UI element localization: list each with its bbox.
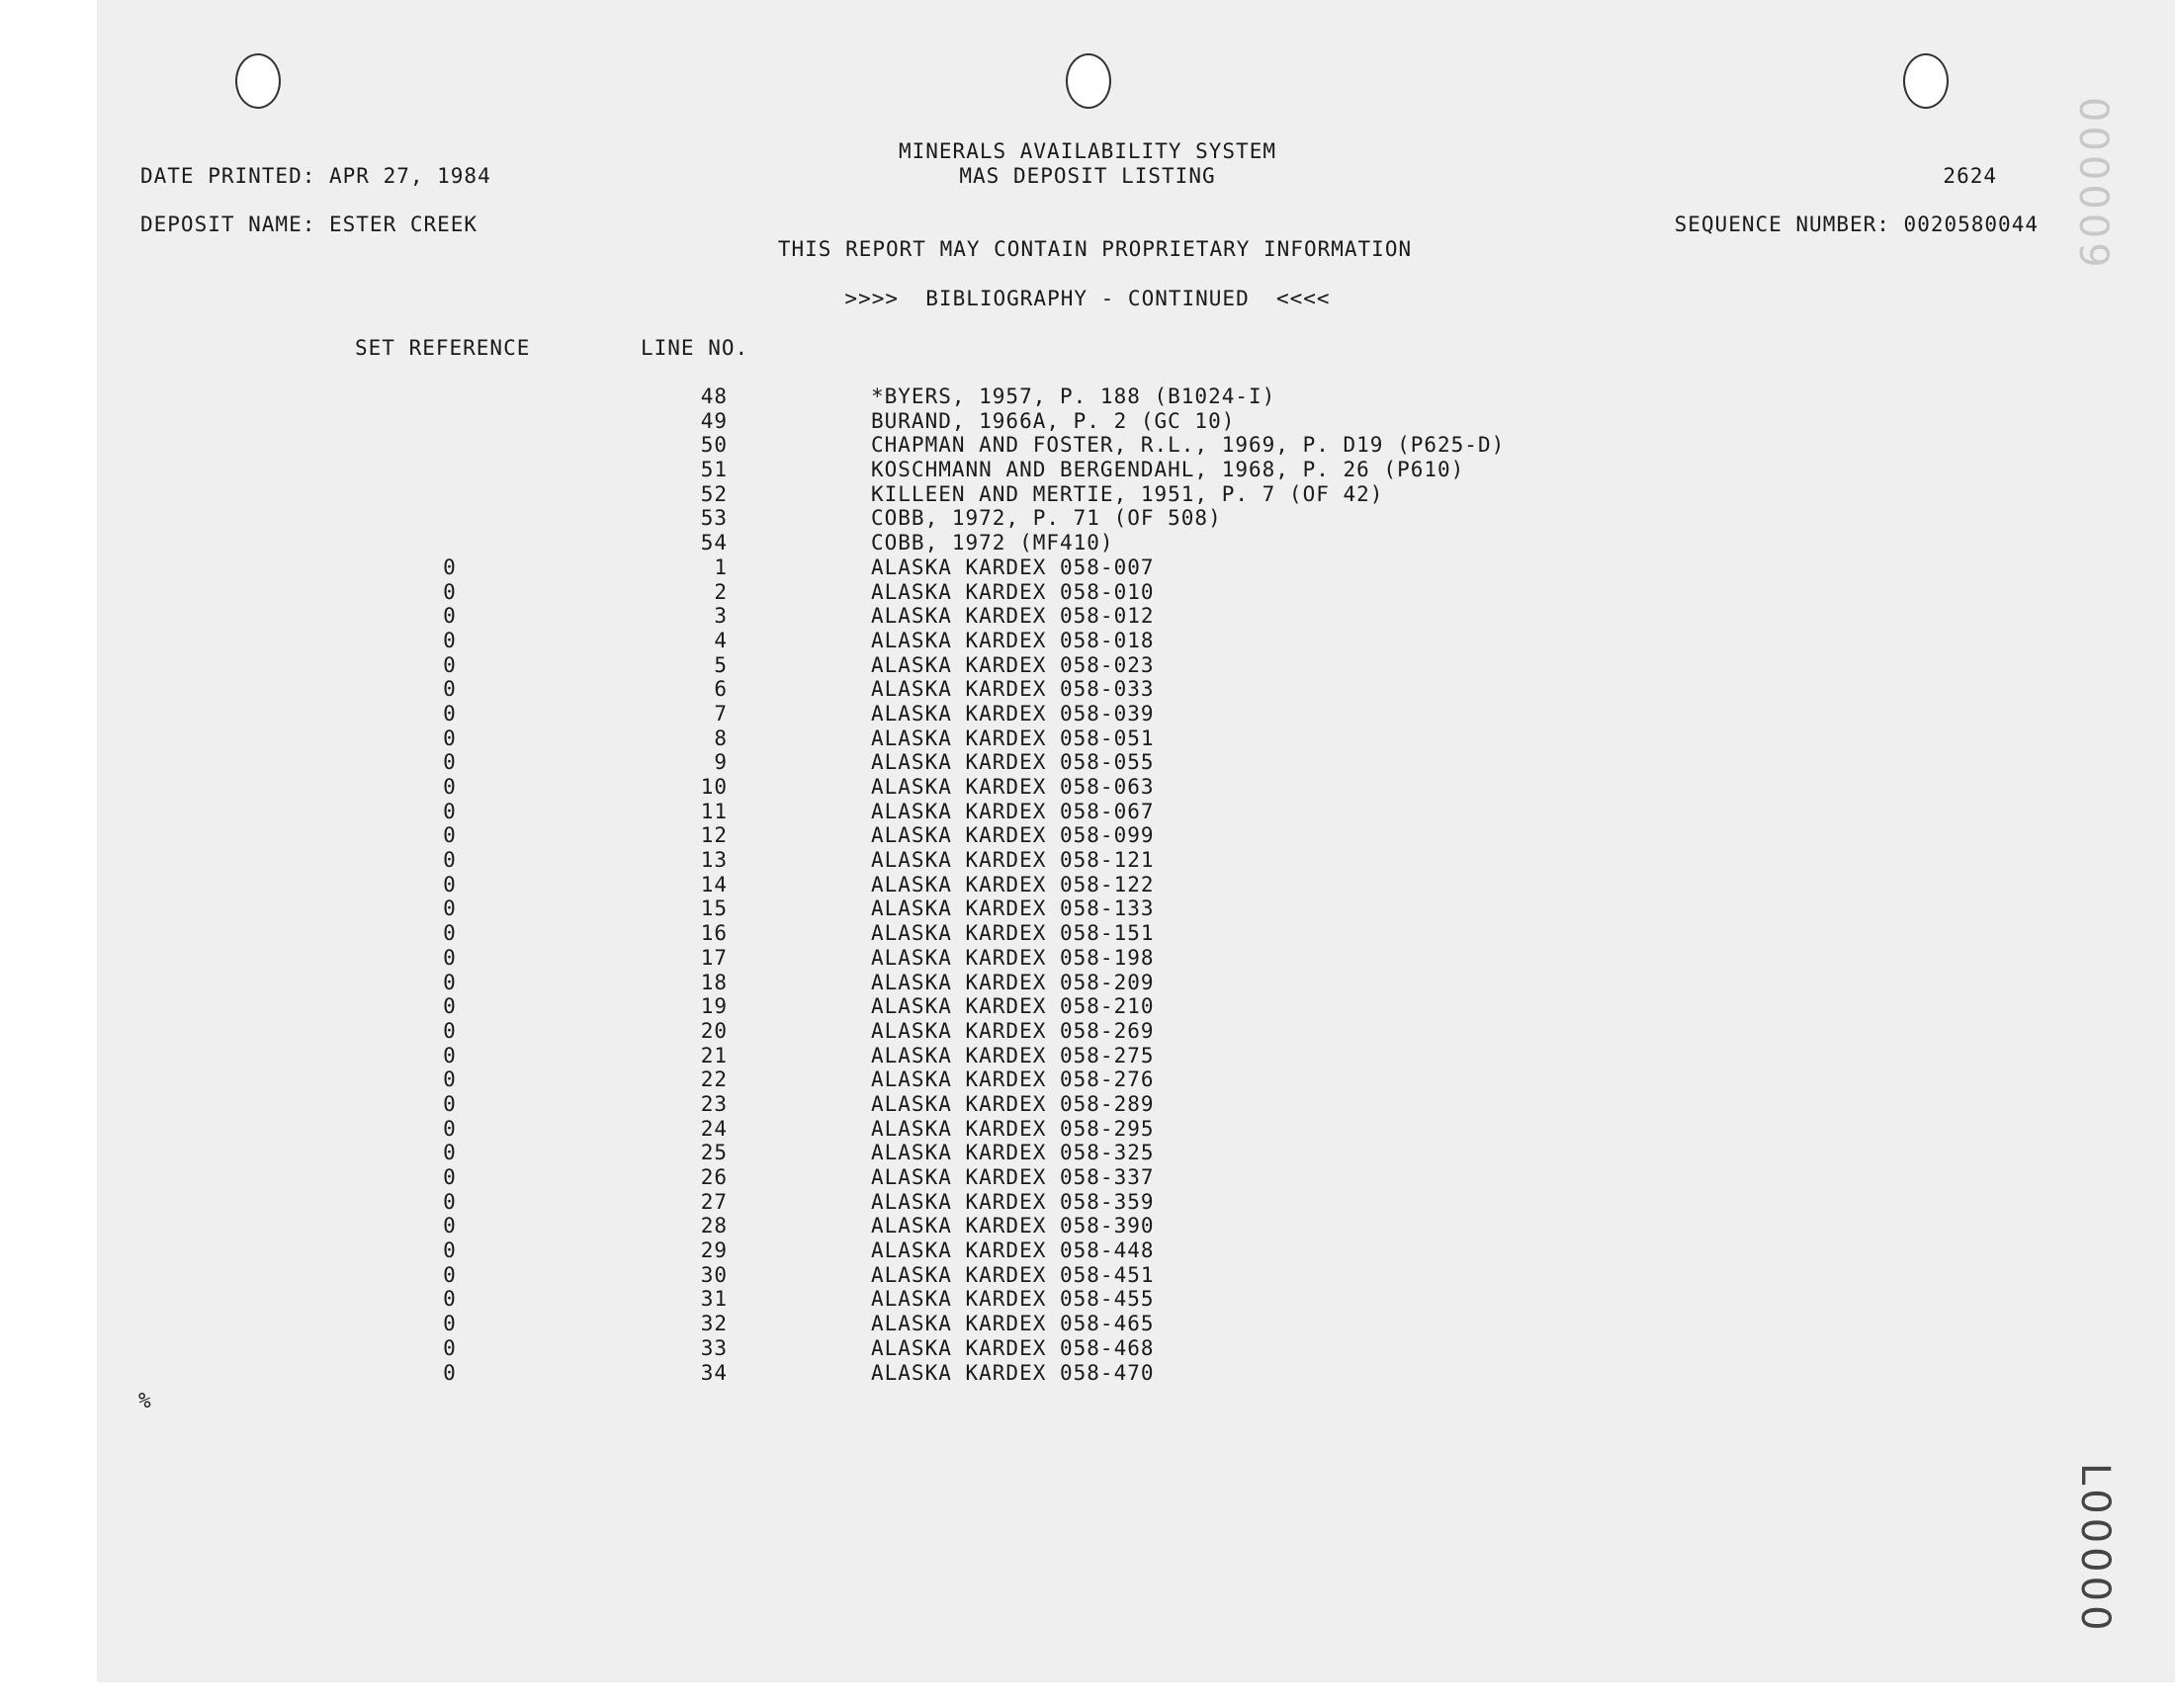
citation-cell: ALASKA KARDEX 058-133 (871, 897, 1155, 921)
set-reference-cell: 0 (443, 701, 457, 726)
table-row (0, 531, 2175, 555)
table-row (0, 1019, 2175, 1044)
citation-cell: ALASKA KARDEX 058-275 (871, 1043, 1155, 1068)
citation-cell: ALASKA KARDEX 058-007 (871, 555, 1155, 579)
table-row (0, 677, 2175, 702)
citation-cell: BURAND, 1966A, P. 2 (GC 10) (871, 408, 1236, 433)
line-number-cell: 52 (700, 481, 728, 506)
citation-cell: ALASKA KARDEX 058-337 (871, 1165, 1155, 1189)
citation-cell: ALASKA KARDEX 058-465 (871, 1312, 1155, 1336)
end-marker: % (138, 1389, 152, 1412)
citation-cell: ALASKA KARDEX 058-039 (871, 701, 1155, 726)
citation-cell: ALASKA KARDEX 058-121 (871, 848, 1155, 873)
table-row (0, 1336, 2175, 1361)
page-number: 2624 (1943, 164, 1997, 188)
set-reference-cell: 0 (443, 1165, 457, 1189)
citation-cell: ALASKA KARDEX 058-151 (871, 921, 1155, 946)
scan-margin-bottom (0, 1682, 2175, 1708)
line-number-cell: 8 (714, 726, 728, 750)
line-number-cell: 29 (700, 1238, 728, 1263)
citation-cell: ALASKA KARDEX 058-295 (871, 1116, 1155, 1141)
table-row (0, 1165, 2175, 1190)
line-number-cell: 51 (700, 458, 728, 482)
line-number-cell: 54 (700, 531, 728, 555)
line-number-cell: 2 (714, 579, 728, 604)
line-number-cell: 4 (714, 628, 728, 652)
set-reference-cell: 0 (443, 652, 457, 677)
citation-cell: ALASKA KARDEX 058-023 (871, 652, 1155, 677)
punch-hole-center (1066, 53, 1111, 109)
citation-cell: ALASKA KARDEX 058-033 (871, 677, 1155, 702)
citation-cell: ALASKA KARDEX 058-468 (871, 1335, 1155, 1360)
set-reference-cell: 0 (443, 604, 457, 629)
line-number-cell: 10 (700, 775, 728, 799)
citation-cell: ALASKA KARDEX 058-390 (871, 1214, 1155, 1238)
citation-cell: *BYERS, 1957, P. 188 (B1024-I) (871, 384, 1276, 408)
line-number-cell: 9 (714, 750, 728, 775)
set-reference-cell: 0 (443, 628, 457, 652)
deposit-name: DEPOSIT NAME: ESTER CREEK (140, 213, 478, 236)
line-number-cell: 22 (700, 1068, 728, 1092)
table-row (0, 897, 2175, 921)
table-row (0, 750, 2175, 775)
table-row (0, 775, 2175, 800)
line-number-cell: 7 (714, 701, 728, 726)
table-row (0, 1361, 2175, 1386)
table-row (0, 921, 2175, 946)
table-row (0, 994, 2175, 1019)
line-number-cell: 20 (700, 1018, 728, 1043)
set-reference-cell: 0 (443, 1018, 457, 1043)
line-number-cell: 18 (700, 970, 728, 994)
table-row (0, 604, 2175, 629)
citation-cell: COBB, 1972 (MF410) (871, 531, 1114, 555)
citation-cell: ALASKA KARDEX 058-099 (871, 823, 1155, 848)
citation-cell: ALASKA KARDEX 058-067 (871, 799, 1155, 823)
column-header-line-no: LINE NO. (641, 336, 749, 360)
citation-cell: ALASKA KARDEX 058-055 (871, 750, 1155, 775)
table-row (0, 629, 2175, 653)
citation-cell: ALASKA KARDEX 058-012 (871, 604, 1155, 629)
table-row (0, 848, 2175, 873)
film-frame-stamp-top: 000009 (2070, 97, 2116, 272)
table-row (0, 823, 2175, 848)
citation-cell: COBB, 1972, P. 71 (OF 508) (871, 506, 1222, 531)
citation-cell: ALASKA KARDEX 058-209 (871, 970, 1155, 994)
set-reference-cell: 0 (443, 848, 457, 873)
table-row (0, 1263, 2175, 1288)
citation-cell: ALASKA KARDEX 058-198 (871, 945, 1155, 970)
table-row (0, 458, 2175, 482)
set-reference-cell: 0 (443, 823, 457, 848)
set-reference-cell: 0 (443, 1091, 457, 1116)
line-number-cell: 14 (700, 872, 728, 897)
line-number-cell: 33 (700, 1335, 728, 1360)
set-reference-cell: 0 (443, 945, 457, 970)
citation-cell: KOSCHMANN AND BERGENDAHL, 1968, P. 26 (P610) (871, 458, 1465, 482)
set-reference-cell: 0 (443, 1360, 457, 1385)
citation-cell: ALASKA KARDEX 058-018 (871, 628, 1155, 652)
line-number-cell: 21 (700, 1043, 728, 1068)
film-frame-stamp-bottom: L00000 (2072, 1463, 2118, 1635)
line-number-cell: 6 (714, 677, 728, 702)
line-number-cell: 12 (700, 823, 728, 848)
line-number-cell: 24 (700, 1116, 728, 1141)
table-row (0, 409, 2175, 434)
line-number-cell: 19 (700, 994, 728, 1019)
set-reference-cell: 0 (443, 555, 457, 579)
line-number-cell: 15 (700, 897, 728, 921)
set-reference-cell: 0 (443, 921, 457, 946)
table-row (0, 1190, 2175, 1215)
set-reference-cell: 0 (443, 1287, 457, 1312)
line-number-cell: 48 (700, 384, 728, 408)
table-row (0, 555, 2175, 580)
citation-cell: ALASKA KARDEX 058-455 (871, 1287, 1155, 1312)
line-number-cell: 16 (700, 921, 728, 946)
set-reference-cell: 0 (443, 799, 457, 823)
table-row (0, 384, 2175, 409)
set-reference-cell: 0 (443, 1335, 457, 1360)
line-number-cell: 25 (700, 1141, 728, 1165)
line-number-cell: 11 (700, 799, 728, 823)
table-row (0, 506, 2175, 531)
table-row (0, 482, 2175, 507)
table-row (0, 580, 2175, 605)
set-reference-cell: 0 (443, 897, 457, 921)
line-number-cell: 50 (700, 433, 728, 458)
listing-title: MAS DEPOSIT LISTING (959, 164, 1216, 188)
line-number-cell: 31 (700, 1287, 728, 1312)
table-row (0, 946, 2175, 971)
citation-cell: ALASKA KARDEX 058-210 (871, 994, 1155, 1019)
line-number-cell: 30 (700, 1262, 728, 1287)
table-row (0, 702, 2175, 726)
set-reference-cell: 0 (443, 872, 457, 897)
citation-cell: ALASKA KARDEX 058-451 (871, 1262, 1155, 1287)
punch-hole-right (1903, 53, 1949, 109)
table-row (0, 1214, 2175, 1238)
citation-cell: ALASKA KARDEX 058-470 (871, 1360, 1155, 1385)
citation-cell: ALASKA KARDEX 058-051 (871, 726, 1155, 750)
set-reference-cell: 0 (443, 579, 457, 604)
table-row (0, 653, 2175, 678)
line-number-cell: 26 (700, 1165, 728, 1189)
set-reference-cell: 0 (443, 1068, 457, 1092)
line-number-cell: 1 (714, 555, 728, 579)
line-number-cell: 27 (700, 1189, 728, 1214)
table-row (0, 800, 2175, 824)
citation-cell: ALASKA KARDEX 058-063 (871, 775, 1155, 799)
line-number-cell: 13 (700, 848, 728, 873)
citation-cell: ALASKA KARDEX 058-448 (871, 1238, 1155, 1263)
table-row (0, 1044, 2175, 1068)
set-reference-cell: 0 (443, 1189, 457, 1214)
set-reference-cell: 0 (443, 1214, 457, 1238)
set-reference-cell: 0 (443, 1141, 457, 1165)
citation-cell: ALASKA KARDEX 058-122 (871, 872, 1155, 897)
line-number-cell: 23 (700, 1091, 728, 1116)
table-row (0, 1238, 2175, 1263)
citation-cell: ALASKA KARDEX 058-289 (871, 1091, 1155, 1116)
line-number-cell: 17 (700, 945, 728, 970)
line-number-cell: 34 (700, 1360, 728, 1385)
table-row (0, 1068, 2175, 1092)
line-number-cell: 53 (700, 506, 728, 531)
citation-cell: ALASKA KARDEX 058-269 (871, 1018, 1155, 1043)
table-row (0, 971, 2175, 995)
table-row (0, 1117, 2175, 1142)
set-reference-cell: 0 (443, 750, 457, 775)
set-reference-cell: 0 (443, 1116, 457, 1141)
set-reference-cell: 0 (443, 726, 457, 750)
table-row (0, 433, 2175, 458)
line-number-cell: 28 (700, 1214, 728, 1238)
set-reference-cell: 0 (443, 1312, 457, 1336)
bibliography-list (0, 384, 2175, 1385)
table-row (0, 1092, 2175, 1117)
line-number-cell: 5 (714, 652, 728, 677)
citation-cell: KILLEEN AND MERTIE, 1951, P. 7 (OF 42) (871, 481, 1384, 506)
set-reference-cell: 0 (443, 1238, 457, 1263)
citation-cell: ALASKA KARDEX 058-276 (871, 1068, 1155, 1092)
section-title: >>>> BIBLIOGRAPHY - CONTINUED <<<< (844, 287, 1331, 310)
sequence-number: SEQUENCE NUMBER: 0020580044 (1674, 213, 2039, 236)
citation-cell: CHAPMAN AND FOSTER, R.L., 1969, P. D19 (P625-D) (871, 433, 1506, 458)
table-row (0, 1141, 2175, 1165)
set-reference-cell: 0 (443, 1262, 457, 1287)
line-number-cell: 32 (700, 1312, 728, 1336)
table-row (0, 873, 2175, 897)
date-printed: DATE PRINTED: APR 27, 1984 (140, 164, 491, 188)
column-header-set-reference: SET REFERENCE (355, 336, 531, 360)
citation-cell: ALASKA KARDEX 058-325 (871, 1141, 1155, 1165)
table-row (0, 1287, 2175, 1312)
system-title: MINERALS AVAILABILITY SYSTEM (898, 139, 1276, 163)
table-row (0, 726, 2175, 751)
punch-hole-left (235, 53, 281, 109)
table-row (0, 1312, 2175, 1336)
set-reference-cell: 0 (443, 677, 457, 702)
set-reference-cell: 0 (443, 970, 457, 994)
set-reference-cell: 0 (443, 775, 457, 799)
citation-cell: ALASKA KARDEX 058-010 (871, 579, 1155, 604)
proprietary-notice: THIS REPORT MAY CONTAIN PROPRIETARY INFORMATION (777, 237, 1413, 261)
line-number-cell: 49 (700, 408, 728, 433)
line-number-cell: 3 (714, 604, 728, 629)
set-reference-cell: 0 (443, 1043, 457, 1068)
set-reference-cell: 0 (443, 994, 457, 1019)
citation-cell: ALASKA KARDEX 058-359 (871, 1189, 1155, 1214)
